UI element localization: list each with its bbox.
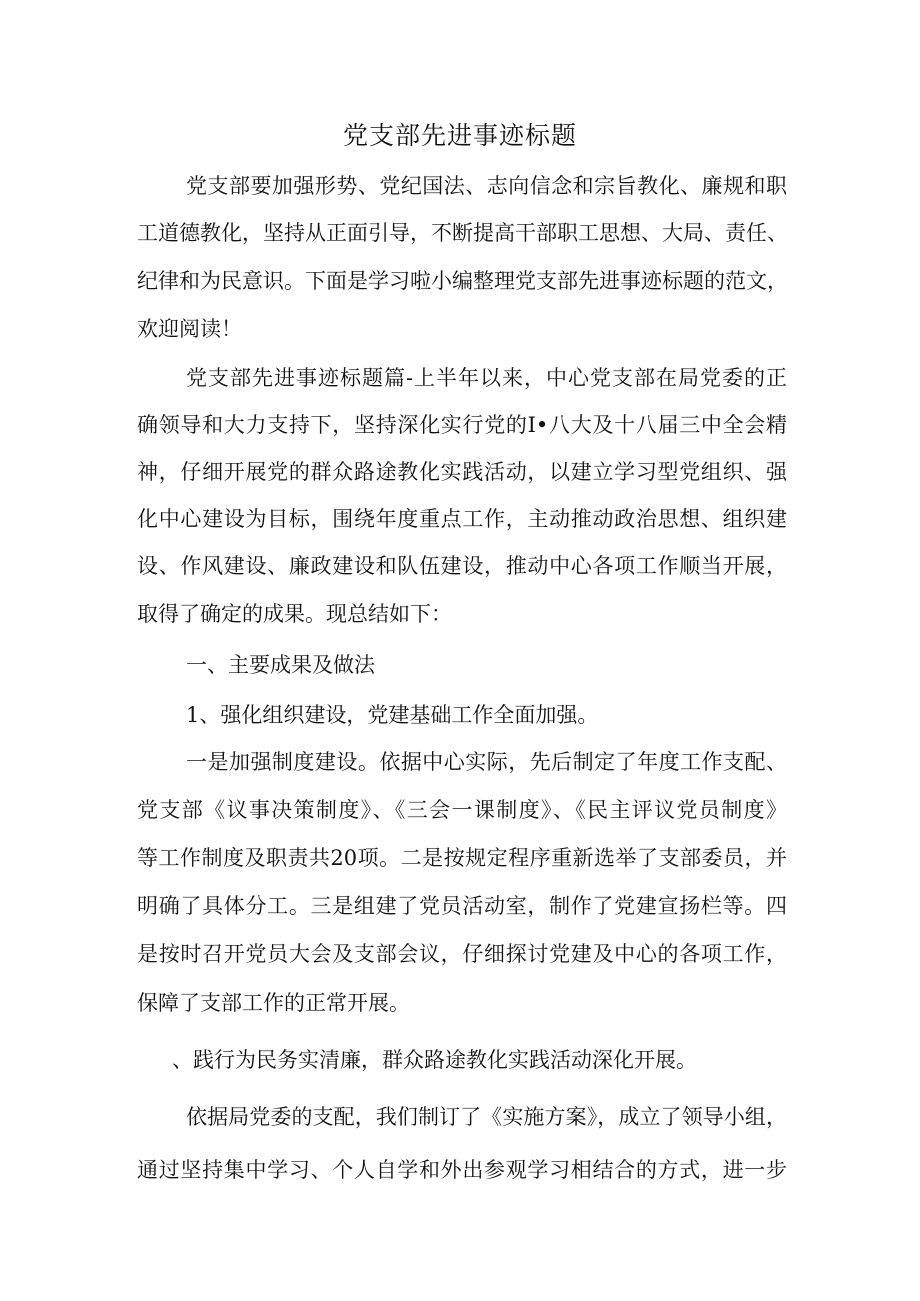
paragraph-line: 党支部要加强形势、党纪国法、志向信念和宗旨教化、廉规和职 (186, 174, 787, 198)
paragraph-line: 保障了支部工作的正常开展。 (137, 991, 410, 1015)
paragraph-line: 取得了确定的成果。现总结如下： (137, 602, 452, 626)
paragraph-line: 纪律和为民意识。下面是学习啦小编整理党支部先进事迹标题的范文， (137, 269, 788, 293)
paragraph-line: 化中心建设为目标，围绕年度重点工作，主动推动政治思想、组织建 (137, 507, 787, 531)
paragraph-line: 神，仔细开展党的群众路途教化实践活动，以建立学习型党组织、强 (137, 460, 787, 484)
subsection-heading: 、践行为民务实清廉，群众路途教化实践活动深化开展。 (172, 1048, 697, 1072)
paragraph-line: 设、作风建设、廉政建设和队伍建设，推动中心各项工作顺当开展， (137, 554, 787, 578)
paragraph-line: 党支部《议事决策制度》、《三会一课制度》、《民主评议党员制度》 (137, 798, 787, 822)
paragraph-line: 明确了具体分工。三是组建了党员活动室，制作了党建宣扬栏等。四 (137, 894, 787, 918)
paragraph-line: 欢迎阅读！ (137, 317, 242, 341)
section-heading: 一、主要成果及做法 (186, 653, 375, 677)
paragraph-line: 通过坚持集中学习、个人自学和外出参观学习相结合的方式，进一步 (137, 1158, 787, 1182)
paragraph-line: 一是加强制度建设。依据中心实际，先后制定了年度工作支配、 (186, 750, 787, 774)
paragraph-line: 是按时召开党员大会及支部会议，仔细探讨党建及中心的各项工作， (137, 942, 787, 966)
paragraph-line: 确领导和大力支持下，坚持深化实行党的I•八大及十八届三中全会精 (137, 413, 787, 437)
paragraph-line: 工道德教化，坚持从正面引导，不断提高干部职工思想、大局、责任、 (137, 221, 788, 245)
document-title: 党支部先进事迹标题 (342, 121, 577, 150)
paragraph-line: 依据局党委的支配，我们制订了《实施方案》，成立了领导小组， (186, 1105, 787, 1129)
paragraph-line: 党支部先进事迹标题篇-上半年以来，中心党支部在局党委的正 (186, 366, 787, 390)
paragraph-line: 等工作制度及职责共20项。二是按规定程序重新选举了支部委员，并 (137, 846, 787, 870)
subsection-heading: 1、强化组织建设，党建基础工作全面加强。 (186, 703, 599, 727)
